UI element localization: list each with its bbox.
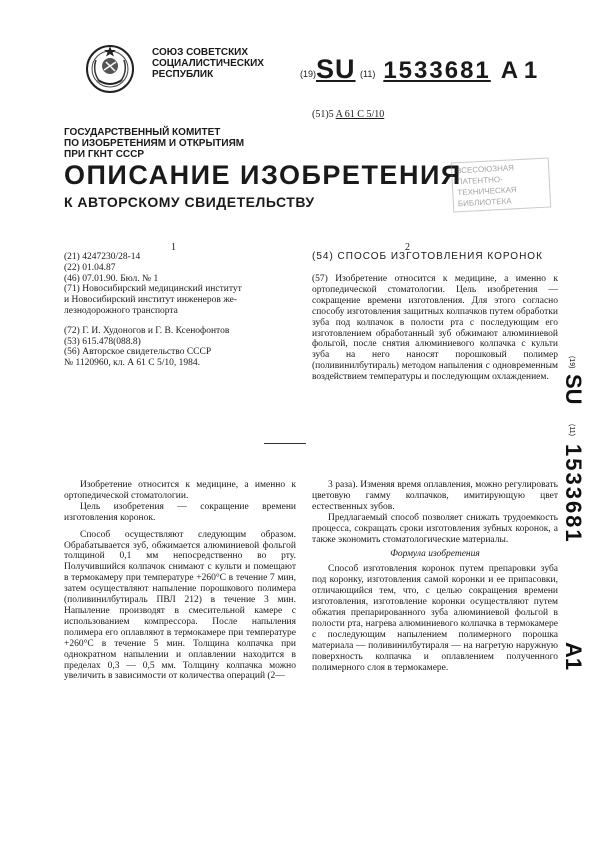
description-left-column	[64, 480, 296, 682]
document-title: ОПИСАНИЕ ИЗОБРЕТЕНИЯ	[64, 160, 462, 190]
paragraph: Способ осуществляют следующим образом. Обрабатывается зуб, обжимается алюминиевой фольгой толщиной 0,1 мм непосредственно во рту. Получившийся колпачок снимают с культи и помещают в термокамеру при температуре +260°С в течение 7 мин, затем осуществляют напыление порошкового полимера (поливинилбутираль ПВЛ 212) в течение 3 мин. Напыление производят в смесительной камере с использованием компрессора. После напыления полимера его оплавляют в термокамере при температуре +260°С в течение 5 мин. Толщина колпачка при однократном напылении и оплавлении находится в пределах 0,3 — 0,5 мм. Толщину колпачка можно увеличить в зависимости от количества операций (2—	[64, 529, 296, 682]
code-11: (11)	[359, 68, 376, 79]
side-code-11: (11)	[568, 424, 575, 436]
committee-name: ГОСУДАРСТВЕННЫЙ КОМИТЕТ ПО ИЗОБРЕТЕНИЯМ И ОТКРЫТИЯМ ПРИ ГКНТ СССР	[64, 127, 245, 160]
state-name: СОЮЗ СОВЕТСКИХ СОЦИАЛИСТИЧЕСКИХ РЕСПУБЛИК	[152, 47, 264, 80]
formula-heading: Формула изобретения	[390, 549, 480, 560]
code-19: (19)	[300, 68, 317, 79]
paragraph: Цель изобретения — сокращение времени изготовления коронок.	[64, 501, 296, 523]
formula-text: Способ изготовления коронок путем препаровки зуба под коронку, изготовления самой коронки и ее припасовки, отличающийся тем, что, с целью сокращения времени изготовления, изготовление коронки осуществляют путем обжатия препарированного зуба алюминиевой фольгой в полости рта, нагрева алюминиевого колпачка в термокамере с последующим напылением полимерного порошка материала — поливинилбутираля — на нагретую наружную поверхность колпачка и оплавлением полученного полимерного слоя в термокамере.	[312, 564, 558, 673]
state-emblem-icon	[84, 42, 136, 96]
ipc-classification: (51)5 A 61 C 5/10	[312, 109, 385, 120]
side-code-19: (19)	[568, 356, 575, 369]
patent-number: 1533681	[383, 57, 491, 84]
country-code: SU	[316, 54, 356, 84]
side-kind-code: A1	[561, 642, 586, 671]
section-divider	[264, 443, 306, 444]
abstract: (57) Изобретение относится к медицине, а именно к ортопедической стоматологии. Цель изобретения — сокращение времени изготовления. Для этого согласно способу изготовления защитных колпачков путем обработки зуба под колпачок в полости рта с последующим его изготовлением обработанный зуб обжимают алюминиевой фольгой, после снятия алюминиевого колпачка с культи зуба на него наносят порошковый полимер (поливинилбутираль) методом напыления с одновременным воздействием температуры и последующим охлаждением.	[312, 274, 558, 383]
column-number-left: 1	[171, 242, 176, 253]
side-patent-number: 1533681	[561, 444, 586, 544]
side-country-code: SU	[561, 374, 586, 405]
paragraph: 3 раза). Изменяя время оплавления, можно регулировать цветовую гамму колпачков, имитирующую цвет естественных зубов.	[312, 480, 558, 512]
library-stamp: ВСЕСОЮЗНАЯ ПАТЕНТНО- ТЕХНИЧЕСКАЯ БИБЛИОТЕКА	[451, 157, 551, 212]
bibliographic-data: (21) 4247230/28-14 (22) 01.04.87 (46) 07.01.90. Бюл. № 1 (71) Новосибирский медицинский институт и Новосибирский институт инженеров же- лезнодорожного транспорта (72) Г. И. Худоногов и Г. В. Ксенофонтов (53) 615.478(088.8) (56) Авторское свидетельство СССР № 1120960, кл. А 61 С 5/10, 1984.	[64, 252, 242, 369]
invention-title: (54) СПОСОБ ИЗГОТОВЛЕНИЯ КОРОНОК	[312, 251, 543, 262]
patent-number-block	[300, 54, 537, 85]
paragraph: Изобретение относится к медицине, а именно к ортопедической стоматологии.	[64, 480, 296, 501]
document-subtitle: К АВТОРСКОМУ СВИДЕТЕЛЬСТВУ	[64, 194, 315, 210]
kind-code: A 1	[500, 57, 538, 84]
paragraph: Предлагаемый способ позволяет снижать трудоемкость процесса, сокращать сроки изготовления зубных коронок, а также экономить стоматологические материалы.	[312, 512, 558, 545]
side-margin-number	[556, 352, 588, 702]
column-number-right: 2	[405, 242, 410, 253]
description-right-column	[312, 480, 558, 673]
